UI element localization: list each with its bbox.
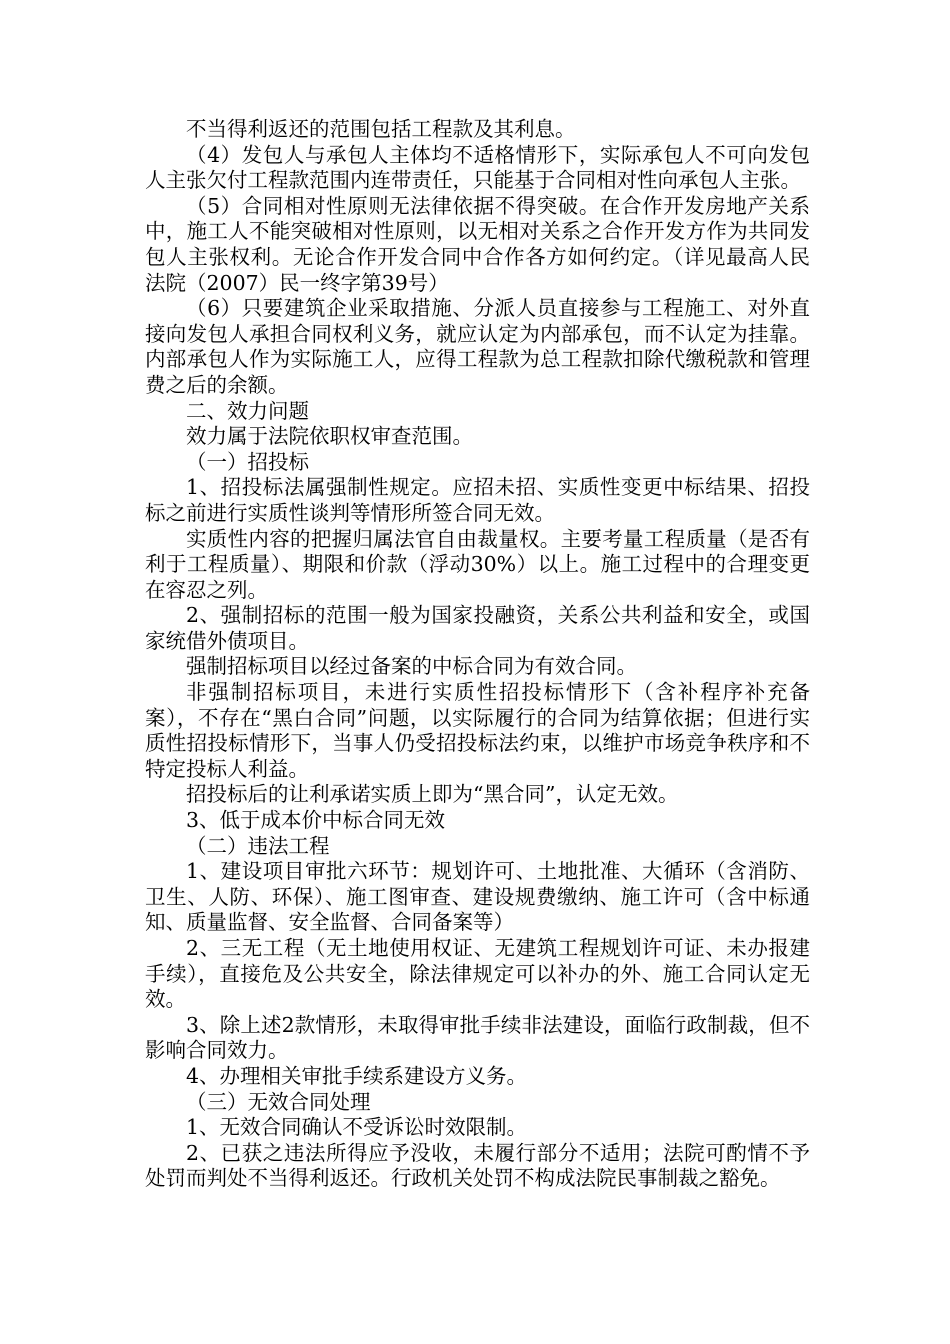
paragraph-invalid-1: 1、无效合同确认不受诉讼时效限制。 bbox=[186, 1115, 528, 1140]
paragraph-item-4: （4）发包人与承包人主体均不适格情形下，实际承包人不可向发包人主张欠付工程款范围内连带责任，只能基于合同相对性向承包人主张。 bbox=[145, 142, 810, 193]
section-heading-validity: 二、效力问题 bbox=[186, 398, 309, 423]
subheading-invalid-contract: （三）无效合同处理 bbox=[186, 1089, 371, 1114]
subheading-illegal-construction: （二）违法工程 bbox=[186, 833, 330, 858]
paragraph-illegal-3: 3、除上述2款情形，未取得审批手续非法建设，面临行政制裁，但不影响合同效力。 bbox=[145, 1012, 810, 1063]
paragraph-illegal-2: 2、三无工程（无土地使用权证、无建筑工程规划许可证、未办报建手续），直接危及公共安全，除法律规定可以补办的外、施工合同认定无效。 bbox=[145, 936, 810, 1012]
paragraph-illegal-4: 4、办理相关审批手续系建设方义务。 bbox=[186, 1063, 528, 1088]
paragraph-validity-review: 效力属于法院依职权审查范围。 bbox=[186, 424, 473, 449]
paragraph-unjust-enrichment-scope: 不当得利返还的范围包括工程款及其利息。 bbox=[186, 117, 576, 141]
paragraph-concession-promise: 招投标后的让利承诺实质上即为“黑合同”，认定无效。 bbox=[186, 782, 679, 807]
document-body bbox=[145, 117, 810, 1192]
paragraph-bidding-2: 2、强制招标的范围一般为国家投融资，关系公共利益和安全，或国家统借外债项目。 bbox=[145, 603, 810, 653]
paragraph-substantive-content: 实质性内容的把握归属法官自由裁量权。主要考量工程质量（是否有利于工程质量）、期限和价款（浮动30%）以上。施工过程中的合理变更在容忍之列。 bbox=[145, 526, 810, 602]
paragraph-non-mandatory-bidding: 非强制招标项目，未进行实质性招投标情形下（含补程序补充备案），不存在“黑白合同”问题，以实际履行的合同为结算依据；但进行实质性招投标情形下，当事人仍受招投标法约束，以维护市场竞争秩序和不特定投标人利益。 bbox=[145, 680, 810, 781]
paragraph-illegal-1: 1、建设项目审批六环节：规划许可、土地批准、大循环（含消防、卫生、人防、环保）、施工图审查、建设规费缴纳、施工许可（含中标通知、质量监督、安全监督、合同备案等） bbox=[145, 859, 810, 935]
paragraph-invalid-2: 2、已获之违法所得应予没收，未履行部分不适用；法院可酌情不予处罚而判处不当得利返还。行政机关处罚不构成法院民事制裁之豁免。 bbox=[145, 1140, 810, 1191]
paragraph-mandatory-bidding: 强制招标项目以经过备案的中标合同为有效合同。 bbox=[186, 654, 637, 679]
paragraph-bidding-1: 1、招投标法属强制性规定。应招未招、实质性变更中标结果、招投标之前进行实质性谈判等情形所签合同无效。 bbox=[145, 475, 810, 525]
paragraph-bidding-3: 3、低于成本价中标合同无效 bbox=[186, 808, 446, 833]
paragraph-item-6: （6）只要建筑企业采取措施、分派人员直接参与工程施工、对外直接向发包人承担合同权利义务，就应认定为内部承包，而不认定为挂靠。内部承包人作为实际施工人，应得工程款为总工程款扣除代缴税款和管理费之后的余额。 bbox=[145, 296, 810, 397]
subheading-bidding: （一）招投标 bbox=[186, 449, 309, 474]
paragraph-item-5: （5）合同相对性原则无法律依据不得突破。在合作开发房地产关系中，施工人不能突破相对性原则，以无相对关系之合作开发方作为共同发包人主张权利。无论合作开发合同中合作各方如何约定。（详见最高人民法院（2007）民一终字第39号） bbox=[145, 193, 810, 295]
